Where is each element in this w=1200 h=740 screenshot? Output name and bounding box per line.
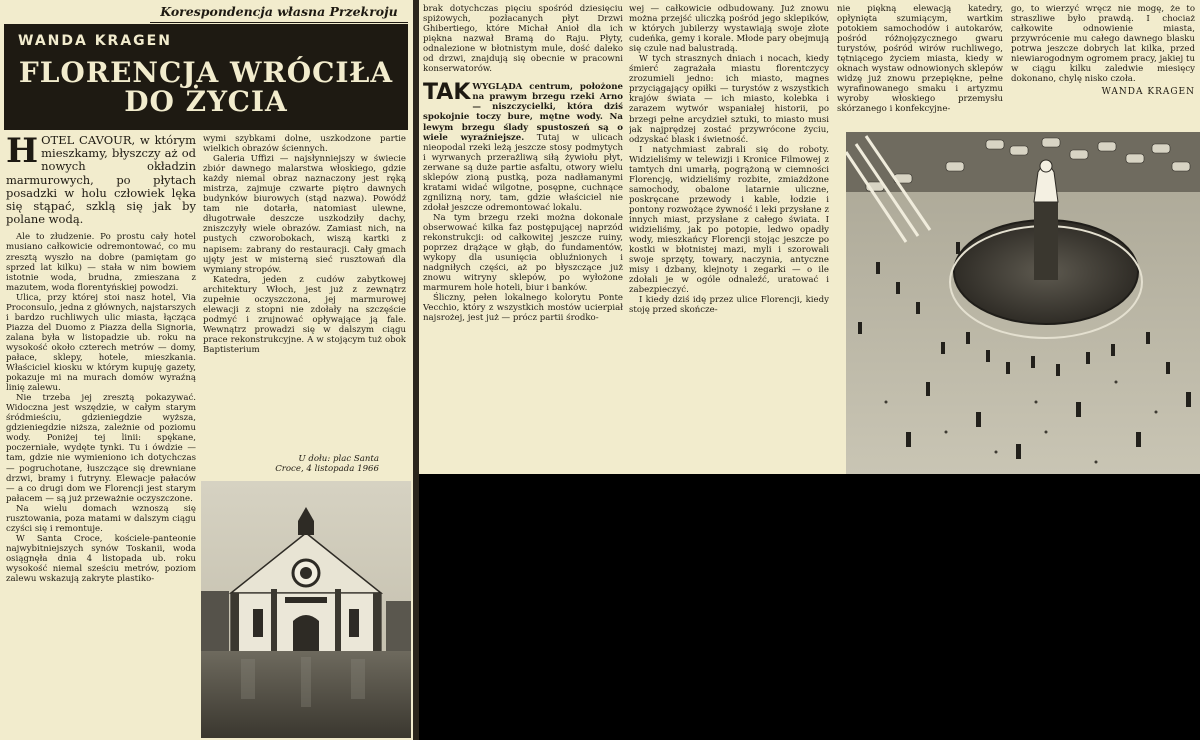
page-left [0, 0, 413, 740]
column-1 [6, 134, 196, 738]
piazza-image [846, 132, 1200, 474]
paragraph: W Santa Croce, kościele-panteonie najwybitniejszych synów Toskanii, woda osiągnęła dnia 4 listopada ub. roku wysokość niemal sześciu metrów, poziom zalewu wskazują zakryte plastiko- [6, 533, 196, 585]
lead-paragraph [6, 134, 196, 226]
drop-cap: H [6, 134, 39, 171]
title-banner [4, 24, 408, 130]
headline [4, 58, 408, 116]
author-banner: WANDA KRAGEN [18, 33, 172, 49]
paragraph: wej — całkowicie odbudowany. Już znowu można przejść uliczką pośród jego sklepików, w których jubilerzy wystawiają swoje złote cudeńka, gemy i korale. Młode pary obejmują się czule nad balustradą. [629, 4, 829, 55]
section-initial: TAK [423, 80, 471, 106]
kicker: Korespondencja własna Przekroju [150, 4, 408, 23]
caption-line-2: Croce, 4 listopada 1966 [275, 464, 379, 474]
caption-line-1: U dołu: plac Santa [298, 454, 379, 464]
paragraph: wymi szybkami dolne, uszkodzone partie wielkich obrazów ściennych. [203, 134, 406, 155]
santa-croce-image [201, 481, 411, 738]
paragraph: Katedra, jeden z cudów zabytkowej architektury Włoch, jest już z zewnątrz zupełnie oczyszczona, jej marmurowej elewacji z stopni nie zdołały na szczęście podmyć i zrujnować opływające ją fale. Wewnątrz prowadzi się w dalszym ciągu prace rekonstrukcyjne. A w stojącym tuż obok Baptisterium [203, 274, 406, 355]
paragraph: W tych strasznych dniach i nocach, kiedy śmierć zagrażała miastu florentczycy zrozumieli jedno: ich miasto, magnes przyciągający opiłki — turystów z wszystkich krajów świata — ich miasto, kolebka i zarazem wytwór wspaniałej historii, po brzegi pełne arcydzieł sztuki, to miasto musi jak najprędzej zostać przywrócone życiu, odzyskać blask i świetność. [629, 54, 829, 145]
paragraph: Na tym brzegu rzeki można dokonale obserwować kilka faz postępującej naprzód rekonstrukcji: od całkowitej jeszcze ruiny, poprzez drążące w głąb, do fundamentów, wykopy dla usunięcia obluźnionych i nadgniłych części, aż po błyszczące już znowu witryny sklepów, po wyłożone marmurem hole hoteli, biur i banków. [423, 212, 623, 294]
column-2 [203, 134, 406, 474]
santa-croce-photo [201, 481, 411, 738]
paragraph: I natychmiast zabrali się do roboty. Widzieliśmy w telewizji i Kronice Filmowej z tamtych dni umarłą, pogrążoną w ciemności Florencję, widzieliśmy rozbite, zmiażdżone samochody, obalone latarnie uliczne, poskręcane przewody i kable, łodzie i pontony rozwożące żywność i leki przysłane z innych miast, przysłane z całego świata. I widzieliśmy, jak po potopie, ledwo opadły wody, mieszkańcy Florencji stojąc jeszcze po kostki w błotnistej mazi, myli i szorowali swoje sprzęty, towary, naczynia, antyczne misy i dzbany, klejnoty i zegarki — o ile zdołali je w ogóle odnaleźć, uratować i zabezpieczyć. [629, 144, 829, 296]
headline-line-2: DO ŻYCIA [124, 85, 288, 118]
page-right [419, 0, 1200, 474]
paragraph: brak dotychczas pięciu spośród dziesięciu spiżowych, pozłacanych płyt Drzwi Ghibertiego, które Michał Anioł dla ich piękna nazwał Bramą do Raju. Płyty, odnalezione w błotnistym mule, dość daleko od drzwi, znajdują się obecnie w pracowni konserwatorów. [423, 4, 623, 75]
section-bold-text: WYGLĄDA centrum, położone na prawym brzegu rzeki Arno — niszczycielki, która dziś spokojnie toczy bure, mętne wody. Na lewym brzegu ślady spustoszeń są o wiele wyraźniejsze. [423, 82, 623, 143]
byline: WANDA KRAGEN [1101, 87, 1195, 98]
paragraph: Ale to złudzenie. Po prostu cały hotel musiano całkowicie odremontować, co mu zresztą wyszło na dobre (pamiętam go sprzed lat kilku) — stała w nim bowiem istotnie woda, brudna, zmieszana z mazutem, woda florentyńskiej powodzi. [6, 232, 196, 293]
paragraph: Ulica, przy której stoi nasz hotel, Via Proconsulo, jedna z głównych, najstarszych i bardzo ruchliwych ulic miasta, łącząca Piazza del Duomo z Piazza della Signoria, zalana była w listopadzie ub. roku na wysokość około czterech metrów — domy, pałace, sklepy, hotele, mieszkania. Właściciel kiosku w którym kupuję gazety, pokazuje mi na murach domów wyraźną linię zalewu. [6, 292, 196, 394]
column-5 [837, 4, 1003, 122]
section-lead [423, 82, 623, 213]
paragraph: Nie trzeba jej zresztą pokazywać. Widoczna jest wszędzie, w całym starym śródmieściu, gdzieniegdzie wyższa, gdzieniegdzie niższa, zależnie od poziomu wody. Poniżej tej linii: spękane, poczerniałe, wydęte tynki. Tu i ówdzie — tam, gdzie nie wymieniono ich dotychczas — pogruchotane, łuszczące się drewniane drzwi, bramy i futryny. Elewacje pałaców — a co drugi dom we Florencji jest starym pałacem — są już przeważnie oczyszczone. [6, 393, 196, 504]
piazza-photo [846, 132, 1200, 474]
section-text: Tutaj w ulicach nieopodal rzeki leżą jeszcze stosy podmytych i wyrwanych przerażliwą siłą żywiołu płyt, zerwane są duże partie asfaltu, otwory wielu sklepów zioną pustką, poza nadłamanymi kratami widać wilgotne, posępne, cuchnące zgnilizną nory, tam, gdzie właściciel nie zdołał jeszcze odremontować lokalu. [423, 132, 623, 213]
column-4 [629, 4, 829, 472]
paragraph: Śliczny, pełen lokalnego kolorytu Ponte Vecchio, który z wszystkich mostów ucierpiał najsrożej, jest już — prócz partii środko- [423, 293, 623, 324]
paragraph: I kiedy dziś idę przez ulice Florencji, kiedy stoję przed skończe- [629, 295, 829, 316]
paragraph: Galeria Uffizi — najsłynniejszy w świecie zbiór dawnego malarstwa włoskiego, gdzie każdy niemal obraz naznaczony jest ręką mistrza, zajmuje czwarte piętro dawnych budynków biurowych (stąd nazwa). Powódź tam nie dotarła, natomiast ulewne, długotrwałe deszcze uszkodziły dachy, zniszczyły wiele obrazów. Zamiast nich, na pustych czworobokach, wiszą kartki z napisem: zabrany do restauracji. Cały gmach ujęty jest w misterną sieć rusztowań dla wymiany stropów. [203, 154, 406, 275]
column-6 [1011, 4, 1195, 116]
headline-line-1: FLORENCJA WRÓCIŁA [18, 56, 394, 89]
paragraph: go, to wierzyć wręcz nie mogę, że to straszliwe było prawdą. I chociaż całkowite odnowienie miasta, przywrócenie mu całego dawnego blasku potrwa jeszcze dobrych lat kilka, przed niewiarogodnym ogromem pracy, jakiej tu w ciągu kilku zaledwie miesięcy dokonano, chylę nisko czoła. [1011, 4, 1195, 85]
photo-caption [203, 454, 379, 480]
lead-text: OTEL CAVOUR, w którym mieszkamy, błyszczy aż od nowych okładzin marmurowych, po płytach posadzki w holu człowiek lęka się stąpać, szklą się jak by polane wodą. [6, 134, 196, 227]
paragraph: Na wielu domach wznoszą się rusztowania, poza matami w dalszym ciągu czyści się i remontuje. [6, 503, 196, 534]
paragraph: nie piękną elewacją katedry, opłynięta szumiącym, wartkim potokiem samochodów i autokarów, pośród różnojęzycznego gwaru turystów, pośród wirów ruchliwego, tętniącego życiem miasta, kiedy w oknach wystaw odnowionych sklepów widzę już znowu przepiękne, pełne wyrafinowanego smaku i artyzmu wyroby włoskiego przemysłu skórzanego i konfekcyjne- [837, 4, 1003, 115]
column-3 [423, 4, 623, 472]
